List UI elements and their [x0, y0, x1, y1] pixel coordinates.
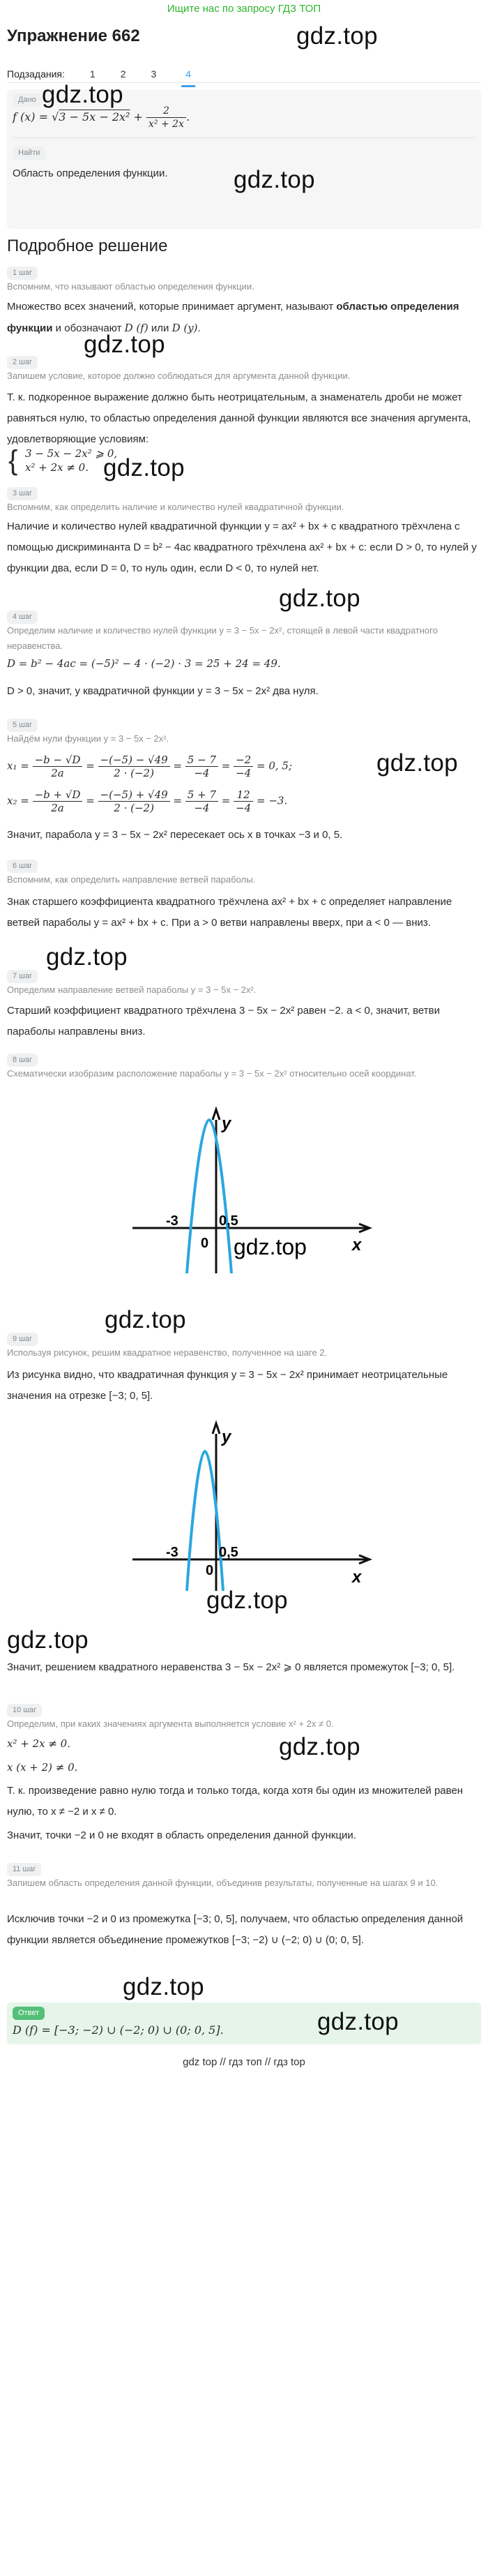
watermark: gdz.top [105, 1306, 186, 1333]
x-label: x [352, 1568, 362, 1587]
find-text: Область определения функции. [13, 167, 168, 179]
answer-text: D (f) = [−3; −2) ∪ (−2; 0) ∪ (0; 0, 5]. [13, 2023, 224, 2037]
search-banner[interactable]: Ищите нас по запросу ГДЗ ТОП [167, 3, 321, 15]
tab-subtask-1[interactable]: 1 [89, 68, 96, 80]
watermark: gdz.top [279, 1733, 360, 1760]
system-line-1: 3 − 5x − 2x² ⩾ 0, [25, 447, 118, 460]
step-1-text: Множество всех значений, которые принимает аргумент, называют областью определения функции и обозначают D (f) или D (y). [7, 301, 459, 334]
root-x1: x₁ = $\frac{-b - √D}{2a}$ = $\frac{-(-5) - √49}{2 \cdot (-2)}$ = $\frac{5 - 7}{-4}$ = $\frac{-2}{-4}$ = 0, 5; [7, 754, 293, 779]
given-formula: f (x) = √3 − 5x − 2x² + $\frac{2}{\text{x² + 2x}}$ . [13, 105, 190, 130]
y-arrow [213, 1109, 220, 1120]
step-9-label: 9 шаг [7, 1333, 38, 1346]
y-label: y [222, 1114, 231, 1133]
tab-subtask-2[interactable]: 2 [120, 68, 126, 80]
step-4-text: D > 0, значит, у квадратичной функции y = 3 − 5x − 2x² два нуля. [7, 685, 319, 697]
watermark: gdz.top [46, 943, 128, 971]
origin-label: 0 [206, 1563, 214, 1578]
watermark: gdz.top [103, 454, 185, 481]
step-6-text: Знак старшего коэффициента квадратного трёхчлена ax² + bx + c определяет направление ветвей параболы y = ax² + bx + c. При a > 0 ветви направлены вверх, при a < 0 — вниз. [7, 896, 452, 929]
watermark: gdz.top [123, 1973, 204, 2000]
watermark: gdz.top [317, 2008, 399, 2035]
step-5-hint: Найдём нули функции y = 3 − 5x − 2x². [7, 733, 169, 744]
step-10-formula-2: x (x + 2) ≠ 0. [7, 1761, 78, 1774]
step-4-label: 4 шаг [7, 611, 38, 624]
step-3-text: Наличие и количество нулей квадратичной функции y = ax² + bx + c квадратного трёхчлена с помощью дискриминанта D = b² − 4ac квадратного трёхчлена ax² + bx + c: если D > 0, то нулей у функции два, если D = 0, то нуль один, если D < 0, то нулей нет. [7, 521, 477, 574]
watermark: gdz.top [296, 22, 378, 50]
watermark: gdz.top [376, 749, 458, 777]
step-1-hint: Вспомним, что называют областью определения функции. [7, 281, 254, 292]
parabola [187, 1120, 231, 1273]
system-brace: { [8, 445, 18, 476]
y-arrow [213, 1423, 220, 1434]
answer-label: Ответ [13, 2007, 45, 2020]
step-5-label: 5 шаг [7, 719, 38, 732]
parabola [187, 1451, 223, 1591]
step-2-hint: Запишем условие, которое должно соблюдаться для аргумента данной функции. [7, 370, 351, 381]
step-11-label: 11 шаг [7, 1863, 41, 1876]
tab-subtask-4[interactable]: 4 [181, 67, 195, 87]
step-4-hint: Определим наличие и количество нулей функции y = 3 − 5x − 2x², стоящей в левой части квадратного неравенства. [7, 625, 438, 651]
root-x2: x₂ = $\frac{-b + √D}{2a}$ = $\frac{-(-5) + √49}{2 \cdot (-2)}$ = $\frac{5 + 7}{-4}$ = $\frac{12}{-4}$ = −3. [7, 788, 288, 814]
watermark: gdz.top [234, 1234, 307, 1259]
footer[interactable]: gdz top // гдз топ // гдз top [183, 2056, 305, 2068]
solution-title: Подробное решение [7, 237, 168, 255]
given-label: Дано [13, 93, 42, 107]
y-label: y [222, 1428, 231, 1446]
parabola-graph-2 [105, 1413, 383, 1594]
subtasks-label: Подзадания: [7, 68, 65, 80]
step-6-hint: Вспомним, как определить направление ветвей параболы. [7, 874, 256, 885]
step-10-label: 10 шаг [7, 1704, 42, 1717]
root-neg3-label: -3 [166, 1545, 178, 1560]
origin-label: 0 [201, 1236, 209, 1251]
step-11-hint: Запишем область определения данной функции, объединив результаты, полученные на шагах 9 и 10. [7, 1878, 439, 1888]
watermark: gdz.top [279, 585, 360, 612]
step-8-hint: Схематически изобразим расположение параболы y = 3 − 5x − 2x² относительно осей координат. [7, 1068, 417, 1079]
step-9-hint: Используя рисунок, решим квадратное неравенство, полученное на шаге 2. [7, 1347, 328, 1358]
tab-subtask-3[interactable]: 3 [151, 68, 157, 80]
step-7-text: Старший коэффициент квадратного трёхчлена 3 − 5x − 2x² равен −2. a < 0, значит, ветви параболы направлены вниз. [7, 1005, 440, 1038]
step-6-label: 6 шаг [7, 860, 38, 873]
step-10-formula-1: x² + 2x ≠ 0. [7, 1737, 70, 1750]
watermark: gdz.top [7, 1626, 89, 1654]
root-05-label: 0,5 [219, 1213, 238, 1229]
watermark: gdz.top [206, 1587, 288, 1614]
x-label: x [352, 1236, 362, 1255]
step-1-label: 1 шаг [7, 267, 38, 280]
step-9-conclusion: Значит, решением квадратного неравенства 3 − 5x − 2x² ⩾ 0 является промежуток [−3; 0, 5]. [7, 1661, 455, 1673]
parabola-graph-1 [105, 1102, 383, 1277]
step-10-conclusion: Значит, точки −2 и 0 не входят в область определения данной функции. [7, 1829, 356, 1841]
step-8-label: 8 шаг [7, 1054, 38, 1067]
step-3-label: 3 шаг [7, 487, 38, 500]
root-neg3-label: -3 [166, 1213, 178, 1229]
step-7-label: 7 шаг [7, 970, 38, 983]
step-10-hint: Определим, при каких значениях аргумента выполняется условие x² + 2x ≠ 0. [7, 1718, 334, 1729]
find-label: Найти [13, 147, 45, 160]
divider [13, 137, 475, 138]
step-3-hint: Вспомним, как определить наличие и количество нулей квадратичной функции. [7, 502, 344, 512]
step-9-text: Из рисунка видно, что квадратичная функция y = 3 − 5x − 2x² принимает неотрицательные значения на отрезке [−3; 0, 5]. [7, 1369, 448, 1402]
step-7-hint: Определим направление ветвей параболы y = 3 − 5x − 2x². [7, 984, 257, 995]
watermark: gdz.top [42, 81, 123, 108]
step-5-text: Значит, парабола y = 3 − 5x − 2x² пересекает ось x в точках −3 и 0, 5. [7, 829, 343, 841]
system-line-2: x² + 2x ≠ 0. [25, 461, 89, 474]
root-05-label: 0,5 [219, 1545, 238, 1560]
step-11-text: Исключив точки −2 и 0 из промежутка [−3; 0, 5], получаем, что областью определения данной функции является объединение промежутков [−3; −2) ∪ (−2; 0) ∪ (0; 0, 5]. [7, 1913, 464, 1946]
step-4-formula: D = b² − 4ac = (−5)² − 4 · (−2) · 3 = 25 + 24 = 49. [7, 657, 281, 670]
step-2-label: 2 шаг [7, 356, 38, 369]
page-title: Упражнение 662 [7, 27, 140, 45]
step-2-text: Т. к. подкоренное выражение должно быть неотрицательным, а знаменатель дроби не может равняться нулю, то областью определения данной функции являются все значения аргумента, удовлетворяющие условиям: [7, 391, 471, 445]
watermark: gdz.top [84, 331, 165, 358]
watermark: gdz.top [234, 166, 315, 193]
step-10-text: Т. к. произведение равно нулю тогда и только тогда, когда хотя бы один из множителей равен нулю, то x ≠ −2 и x ≠ 0. [7, 1785, 464, 1818]
